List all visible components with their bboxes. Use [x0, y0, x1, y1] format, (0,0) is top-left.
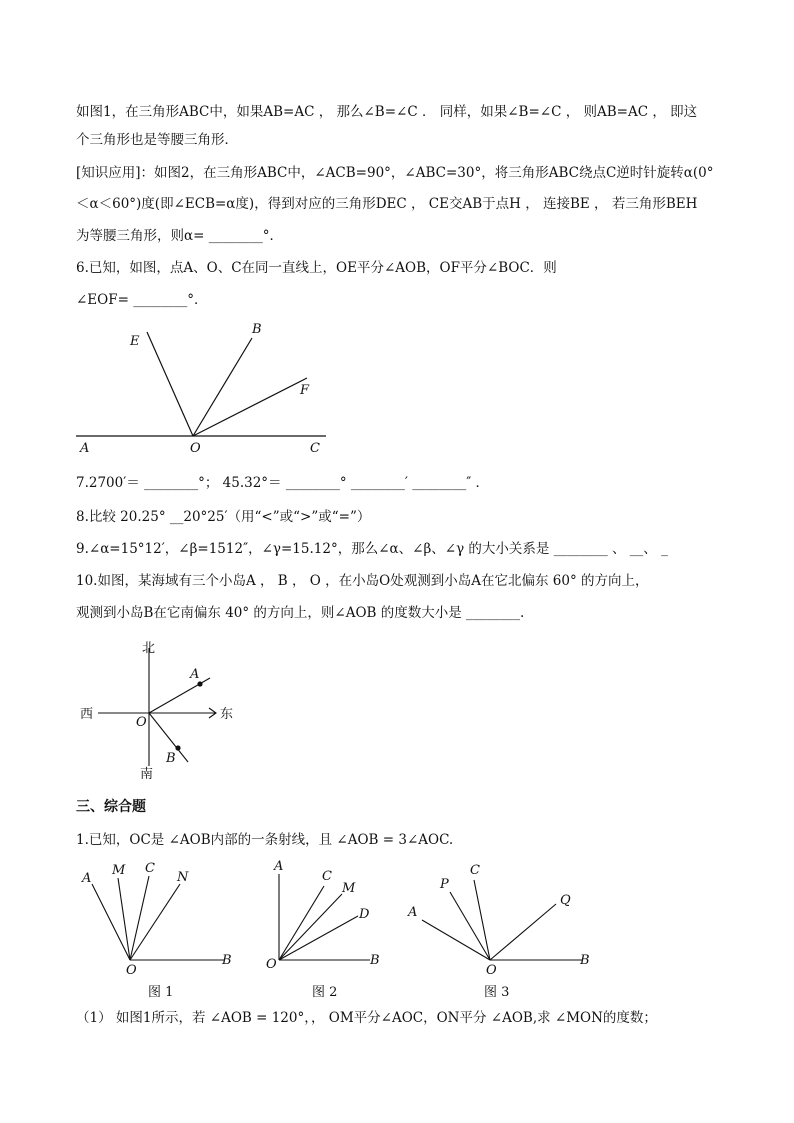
q9-line: 9.∠α=15°12′，∠β=1512″，∠γ=15.12°，那么∠α、∠β、∠γ 的大小关系是 ________ 、 __、 _ [76, 541, 668, 557]
c1-line-1: 1.已知，OC是 ∠AOB内部的一条射线，且 ∠AOB = 3∠AOC. [76, 832, 454, 848]
label-o: O [136, 715, 147, 730]
label-a: A [190, 667, 200, 682]
q10-line-1: 10.如图，某海域有三个小岛A ， B ， O ，在小岛O处观测到小岛A在它北偏东 60° 的方向上， [76, 573, 649, 589]
q6-line-1: 6.已知，如图，点A、O、C在同一直线上，OE平分∠AOB，OF平分∠BOC．则 [76, 260, 557, 276]
q10-line-2: 观测到小岛B在它南偏东 40° 的方向上，则∠AOB 的度数大小是 ________. [76, 605, 525, 621]
label-a: A [274, 859, 284, 874]
label-a: A [80, 441, 90, 456]
q8-line: 8.比较 20.25° __20°25′（用“<”或“>”或“=”） [76, 509, 371, 525]
p5-line-5: 为等腰三角形，则α= ________°． [76, 228, 283, 244]
label-f: F [300, 383, 310, 398]
compass-figure [76, 638, 246, 783]
caption-1: 图 1 [148, 985, 174, 1000]
label-d: D [359, 907, 370, 922]
label-c: C [322, 869, 332, 884]
label-c: C [145, 861, 155, 876]
label-m: M [112, 863, 126, 878]
label-north: 北 [142, 641, 156, 656]
label-south: 南 [140, 767, 154, 782]
p5-line-1: 如图1，在三角形ABC中，如果AB=AC ， 那么∠B=∠C ． 同样，如果∠B=∠C ， 则AB=AC ， 即这 [76, 104, 698, 120]
label-a: A [408, 905, 418, 920]
label-o: O [190, 441, 201, 456]
p5-line-3: [知识应用]：如图2，在三角形ABC中，∠ACB=90°，∠ABC=30°，将三角形ABC绕点C逆时针旋转α(0° [76, 165, 714, 181]
label-west: 西 [80, 707, 94, 722]
label-c: C [470, 863, 480, 878]
label-b: B [222, 953, 232, 968]
label-m: M [342, 881, 356, 896]
figure-1 [76, 856, 256, 1001]
label-q: Q [560, 893, 571, 908]
label-a: A [82, 871, 92, 886]
label-n: N [177, 870, 189, 885]
label-b: B [252, 322, 262, 337]
label-b: B [370, 953, 380, 968]
label-o: O [486, 963, 497, 978]
figure-2 [262, 856, 402, 1001]
label-e: E [130, 334, 140, 349]
p5-line-2: 个三角形也是等腰三角形． [76, 132, 238, 148]
label-b: B [166, 751, 176, 766]
label-c: C [310, 441, 320, 456]
q6-figure [70, 318, 340, 458]
figure-3 [404, 856, 604, 1001]
label-b: B [580, 953, 590, 968]
q7-line: 7.2700′＝ ________°； 45.32°＝ ________° ________′ ________″ ． [76, 475, 490, 491]
c1-sub-1: （1） 如图1所示，若 ∠AOB = 120°，， OM平分∠AOC，ON平分 ∠AOB,求 ∠MON的度数； [76, 1010, 657, 1026]
p5-line-4: ＜α＜60°)度(即∠ECB=α度)，得到对应的三角形DEC ， CE交AB于点H ， 连接BE ， 若三角形BEH [76, 196, 698, 212]
label-east: 东 [220, 707, 234, 722]
label-o: O [126, 963, 137, 978]
label-p: P [440, 877, 449, 892]
caption-2: 图 2 [312, 985, 338, 1000]
label-o: O [266, 957, 277, 972]
section-title: 三、综合题 [76, 799, 146, 815]
caption-3: 图 3 [484, 985, 510, 1000]
q6-line-2: ∠EOF= ________°． [76, 292, 208, 308]
